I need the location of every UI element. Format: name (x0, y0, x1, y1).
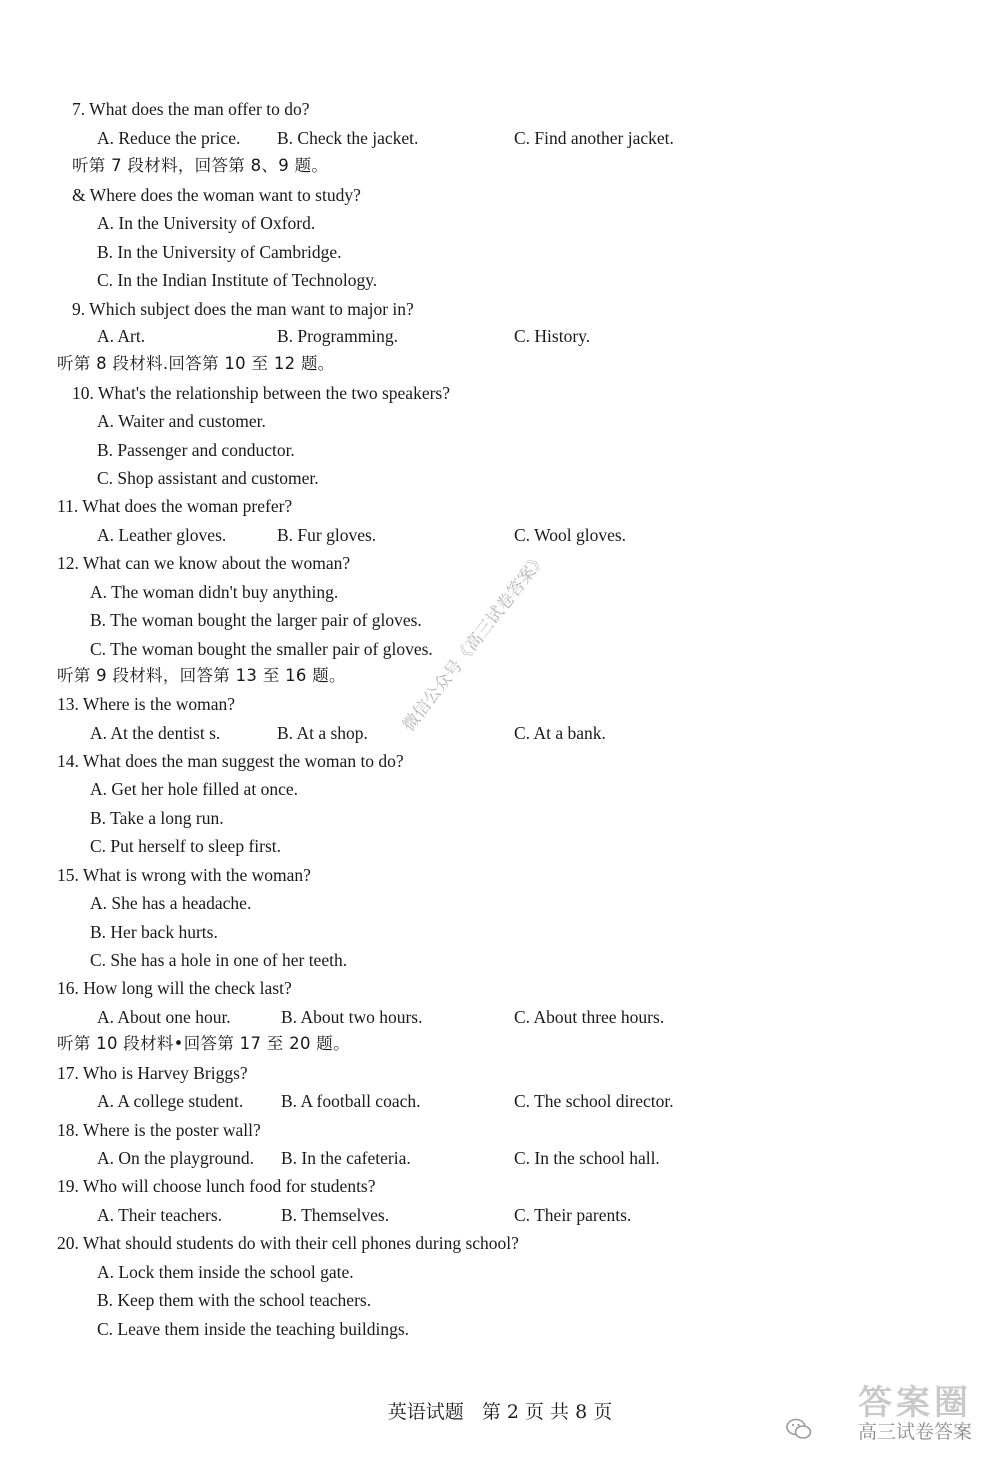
watermark-text: 微信公众号《高三试卷答案》 (398, 548, 551, 736)
answer-option: C. Leave them inside the teaching buildings. (97, 1319, 410, 1339)
question-20: 20. What should students do with their cell phones during school? (57, 1233, 519, 1253)
answer-option: A. The woman didn't buy anything. (90, 582, 339, 602)
answer-option: C. At a bank. (514, 723, 606, 743)
question-11: 11. What does the woman prefer? (57, 496, 293, 516)
page-footer (0, 1397, 1000, 1424)
answer-option: C. The woman bought the smaller pair of gloves. (90, 639, 433, 659)
answer-option: A. In the University of Oxford. (97, 213, 316, 233)
answer-option: C. Shop assistant and customer. (97, 468, 319, 488)
answer-option: C. In the Indian Institute of Technology. (97, 270, 378, 290)
answer-option: C. Their parents. (514, 1205, 632, 1225)
question-19: 19. Who will choose lunch food for students? (57, 1176, 376, 1196)
question-12: 12. What can we know about the woman? (57, 553, 351, 573)
section-heading-9: 听第 9 段材料，回答第 13 至 16 题。 (57, 666, 346, 685)
question-17: 17. Who is Harvey Briggs? (57, 1063, 248, 1083)
corner-logo-title: 答案圈 (858, 1383, 972, 1423)
answer-option: A. Lock them inside the school gate. (97, 1262, 354, 1282)
section-heading-8: 听第 8 段材料.回答第 10 至 12 题。 (57, 354, 335, 373)
answer-option: B. Passenger and conductor. (97, 440, 295, 460)
answer-option: A. Waiter and customer. (97, 411, 266, 431)
answer-option: C. In the school hall. (514, 1148, 660, 1168)
question-8: & Where does the woman want to study? (72, 185, 361, 205)
answer-option: C. History. (514, 326, 591, 346)
question-16: 16. How long will the check last? (57, 978, 292, 998)
question-14: 14. What does the man suggest the woman to do? (57, 751, 404, 771)
question-9: 9. Which subject does the man want to major in? (72, 299, 414, 319)
answer-option: B. Fur gloves. (277, 525, 377, 545)
answer-option: B. A football coach. (281, 1091, 421, 1111)
answer-option: C. The school director. (514, 1091, 674, 1111)
answer-option: B. In the University of Cambridge. (97, 242, 342, 262)
answer-option: A. At the dentist s. (90, 723, 221, 743)
answer-option: A. About one hour. (97, 1007, 231, 1027)
answer-option: C. She has a hole in one of her teeth. (90, 950, 348, 970)
footer-page-number: 第 2 页 共 8 页 (481, 1401, 613, 1423)
section-heading-10: 听第 10 段材料•回答第 17 至 20 题。 (57, 1034, 350, 1053)
question-18: 18. Where is the poster wall? (57, 1120, 261, 1140)
corner-logo (858, 1385, 972, 1443)
answer-option: B. At a shop. (277, 723, 368, 743)
answer-option: B. Check the jacket. (277, 128, 419, 148)
section-heading-7: 听第 7 段材料，回答第 8、9 题。 (72, 156, 329, 175)
question-10: 10. What's the relationship between the two speakers? (72, 383, 450, 403)
answer-option: A. A college student. (97, 1091, 244, 1111)
answer-option: B. Programming. (277, 326, 399, 346)
answer-option: C. Put herself to sleep first. (90, 836, 282, 856)
answer-option: A. She has a headache. (90, 893, 252, 913)
answer-option: B. Her back hurts. (90, 922, 218, 942)
answer-option: B. In the cafeteria. (281, 1148, 411, 1168)
question-13: 13. Where is the woman? (57, 694, 236, 714)
answer-option: B. Themselves. (281, 1205, 390, 1225)
answer-option: A. Leather gloves. (97, 525, 227, 545)
corner-logo-subtitle: 高三试卷答案 (857, 1421, 972, 1443)
question-15: 15. What is wrong with the woman? (57, 865, 311, 885)
answer-option: A. Art. (97, 326, 146, 346)
answer-option: A. Get her hole filled at once. (90, 779, 298, 799)
answer-option: B. Take a long run. (90, 808, 224, 828)
wechat-icon (786, 1418, 812, 1440)
answer-option: C. Find another jacket. (514, 128, 674, 148)
answer-option: B. About two hours. (281, 1007, 423, 1027)
footer-subject: 英语试题 (387, 1401, 464, 1423)
answer-option: A. On the playground. (97, 1148, 254, 1168)
question-7: 7. What does the man offer to do? (72, 99, 310, 119)
answer-option: C. Wool gloves. (514, 525, 627, 545)
answer-option: A. Reduce the price. (97, 128, 241, 148)
answer-option: B. The woman bought the larger pair of gloves. (90, 610, 422, 630)
answer-option: B. Keep them with the school teachers. (97, 1290, 372, 1310)
answer-option: C. About three hours. (514, 1007, 665, 1027)
answer-option: A. Their teachers. (97, 1205, 223, 1225)
